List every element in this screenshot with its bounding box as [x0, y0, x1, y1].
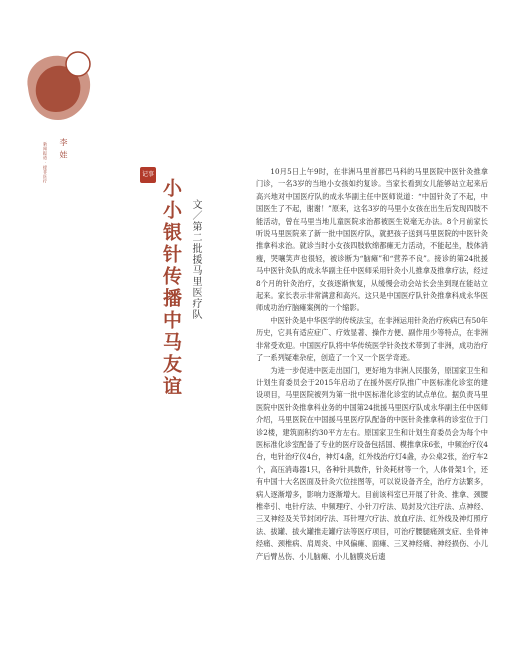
logo-emblem-icon	[22, 48, 96, 126]
article-title: 小小银针传播中马友谊	[160, 178, 182, 398]
article-body	[256, 166, 488, 563]
column-subtitle: 新闻报道 · 援非医疗	[43, 142, 48, 184]
article-byline: 文／第二批援马里医疗队	[190, 199, 201, 320]
seal-badge: 记事	[140, 167, 156, 183]
paragraph: 中医针灸是中华医学的传统法宝，在非洲运用针灸治疗疾病已有50年历史，它具有适应症广、疗效显著、操作方便、副作用少等特点，在非洲非常受欢迎。中国医疗队将中华传统医学针灸技术带到了非洲，成功治疗了一系列疑难杂症，创造了一个又一个医学奇迹。	[256, 315, 488, 363]
paragraph: 10月5日上午9时，在非洲马里首都巴马科的马里医院中医针灸推拿门诊，一名3岁的当地小女孩如约复诊。当家长看到女儿能够站立起来后高兴地对中国医疗队的成永华副主任中医师说道：“中国针灸了不起，中国医生了不起，谢谢！”原来，这名3岁的马里小女孩在出生后发现四肢不能活动，曾在马里当地儿童医院求治都被医生说毫无办法。8个月前家长听说马里医院来了新一批中国医疗队，就把孩子送到马里医院的中医针灸推拿科求治。就诊当时小女孩四肢软绵都瘫无力活动，不能起坐，肢体消瘦，哭嚷笑声也很轻，被诊断为“脑瘫”和“营养不良”。接诊的第24批援马中医针灸队的成永华副主任中医师采用针灸小儿推拿及推拿疗法，经过8个月的针灸治疗，女孩逐渐恢复，从缓慢会动会站长会坐到现在能站立起来。家长表示非常满意和高兴。这只是中国医疗队针灸推拿科成永华医师成功治疗脑瘫案例的一个缩影。	[256, 167, 488, 313]
column-label: 李 娃	[59, 138, 68, 160]
logo	[22, 48, 96, 126]
paragraph: 为进一步促进中医走出国门，更好地为非洲人民服务，原国家卫生和计划生育委员会于2015年启动了在援外医疗队推广中医标准化诊室的建设项目，马里医院被列为第一批中医标准化诊室的试点单位。据负责马里医院中医针灸推拿科业务的中国第24批援马里医疗队成永华副主任中医师介绍，马里医院在中国援马里医疗队配备的中医针灸推拿科的诊室位于门诊2楼，建筑面积约30平方左右。原国家卫生和计划生育委员会为每个中医标准化诊室配备了专业的医疗设备包括国、模推拿床6张，中频治疗仪4台，电针治疗仪4台，神灯4盏，红外线治疗灯4盏，办公桌2张，治疗车2个，高压消毒器1只，各种针具数件，针灸耗材等一个，人体骨架1个，还有中国十大名医面及针灸穴位挂图等，可以说设备齐全，治疗方法繁多，病人逐渐增多，影响力逐渐增大。目前该科室已开展了针灸、推拿、颈腰椎牵引、电针疗法、中频理疗、小针刀疗法、局封及穴注疗法、点神经、三叉神经及关节封闭疗法、耳针埋穴疗法、放血疗法、红外线及神灯照疗法、拔罐、拔火罐推走罐疗法等医疗项目，可治疗腰腿痛颈支症、坐骨神经痛、颈椎病、肩周炎、中风偏瘫、面瘫、三叉神经痛、神经损伤、小儿产后臂丛伤、小儿脑瘫、小儿脑膜炎后遗	[256, 365, 488, 561]
